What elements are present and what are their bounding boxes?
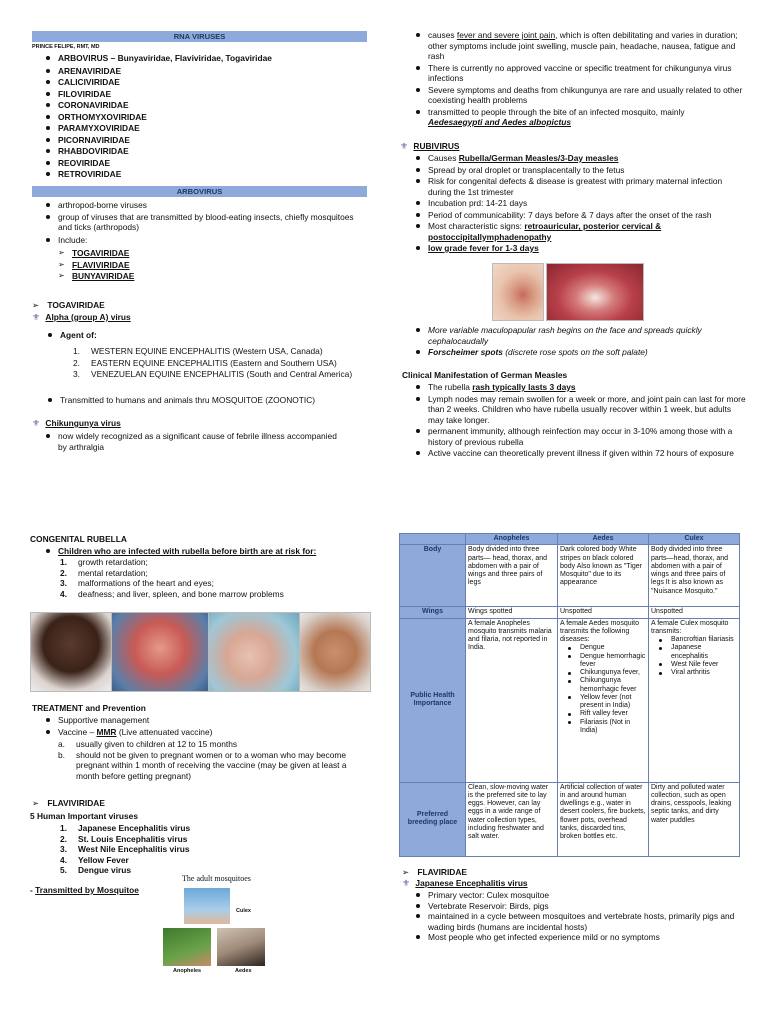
congenital-risk-list (60, 557, 360, 599)
item-text: VENEZUELAN EQUINE ENCEPHALITIS (South and Central America) (91, 369, 353, 379)
list-item: ➢ FLAVIVIRIDAE (58, 260, 258, 271)
item-text: Causes (428, 153, 459, 163)
rna-viruses-header: RNA VIRUSES (32, 31, 367, 42)
chikungunya-title: Chikungunya virus (45, 418, 121, 428)
togaviridae-title: TOGAVIRIDAE (47, 300, 105, 310)
arbovirus-list (42, 200, 362, 245)
table-cell: A female Anopheles mosquito transmits malaria and filaria, not reported in India. (466, 618, 558, 782)
list-item (412, 30, 747, 62)
flaviviridae-heading (32, 798, 105, 809)
list-item: Children who are infected with rubella before birth are at risk for: (42, 546, 372, 557)
item-number: 2. (60, 833, 67, 844)
list-item: Viral arthritis (651, 669, 737, 677)
infant-photo-1 (30, 612, 112, 692)
table-cell: Body divided into three parts—head, thorax, and abdomen with a pair of wings and three pairs of legs It is also known as "Nuisance Mosquito." (649, 545, 740, 607)
row-label: Public Health Importance (400, 618, 466, 782)
dash-text: - (30, 885, 36, 895)
list-item (60, 844, 310, 855)
item-text: Yellow Fever (78, 854, 129, 865)
congenital-rubella-title: CONGENITAL RUBELLA (30, 534, 127, 544)
list-item: Severe symptoms and deaths from chikungunya are rare and usually related to other coexisting health problems (412, 85, 747, 106)
item-emphasis: MMR (96, 726, 117, 737)
item-emphasis: rash typically lasts 3 days (472, 382, 576, 392)
infant-photo-3 (208, 612, 300, 692)
list-item (60, 568, 360, 579)
list-item: ➢ BUNYAVIRIDAE (58, 271, 258, 282)
list-item: REOVIRIDAE (42, 158, 362, 169)
item-number: 4. (60, 588, 67, 599)
table-cell: Artificial collection of water in and around human dwellings e.g., water in desert coolers, fire buckets, flower pots, overhead tanks, discarded tins, broken bottles etc. (558, 782, 649, 856)
table-row (400, 618, 740, 782)
treatment-list (42, 715, 372, 737)
item-text: St. Louis Encephalitis virus (78, 833, 188, 844)
flaviridae-heading (402, 867, 467, 878)
list-item: More variable maculopapular rash begins on the face and spreads quickly cephalocaudally (412, 325, 747, 346)
chikungunya-list (42, 431, 342, 452)
rubella-face-photo (492, 263, 544, 321)
item-text: causes (428, 30, 457, 40)
culex-photo (184, 888, 230, 924)
table-cell (558, 618, 649, 782)
list-item: Incubation prd: 14-21 days (412, 198, 747, 209)
list-item: Chikungunya fever, (560, 669, 646, 677)
list-item: CORONAVIRIDAE (42, 100, 362, 111)
list-item: CALICIVIRIDAE (42, 77, 362, 88)
item-text: should not be given to pregnant women or to a woman who may become pregnant within 1 month of receiving the vaccine (may be given at least a month before getting pregnant) (76, 749, 347, 781)
list-item: ➢ TOGAVIRIDAE (58, 248, 258, 259)
soft-palate-photo (546, 263, 644, 321)
list-item: Supportive management (42, 715, 372, 726)
list-item: RHABDOVIRIDAE (42, 146, 362, 157)
list-item: ARENAVIRIDAE (42, 66, 362, 77)
item-text: mental retardation; (78, 567, 148, 578)
list-item: arthropod-borne viruses (42, 200, 362, 211)
list-item (60, 823, 310, 834)
mosquito-comparison-table (399, 533, 740, 857)
item-number: 2. (60, 567, 67, 578)
flaviridae-title: FLAVIRIDAE (417, 867, 467, 877)
list-item: RETROVIRIDAE (42, 169, 362, 180)
fleur-bullet-icon: ⚜ (32, 312, 41, 322)
row-label: Preferred breeding place (400, 782, 466, 856)
list-item: low grade fever for 1-3 days (412, 243, 747, 254)
fleur-bullet-icon: ⚜ (32, 418, 41, 428)
list-item: Period of communicability: 7 days before & 7 days after the onset of the rash (412, 210, 747, 221)
item-text: (Live attenuated vaccine) (116, 726, 213, 737)
rubivirus-title: RUBIVIRUS (413, 141, 460, 151)
table-header: Anopheles (466, 534, 558, 545)
item-emphasis: retroauricular, posterior cervical & postoccipitallymphadenopathy (428, 221, 662, 242)
table-cell: Dirty and polluted water collection, such as open drains, cesspools, leaking septic tanks, and dirty water puddles (649, 782, 740, 856)
item-letter: b. (58, 749, 65, 760)
item-text: Vaccine – (58, 726, 97, 737)
item-emphasis: fever and severe joint pain (456, 30, 556, 40)
table-cell: Unspotted (649, 607, 740, 618)
rubivirus-heading (400, 141, 459, 152)
list-item (412, 221, 747, 242)
author: PRINCE FELIPE, RMT, MD (32, 44, 100, 50)
table-cell (649, 618, 740, 782)
item-text: (discrete rose spots on the soft palate) (502, 347, 648, 357)
list-item: Active vaccine can theoretically prevent illness if given within 72 hours of exposure (412, 448, 747, 459)
list-item: Include: (42, 235, 362, 246)
culex-disease-list (651, 636, 737, 677)
item-text: usually given to children at 12 to 15 months (76, 739, 238, 749)
anopheles-photo (163, 928, 211, 966)
item-emphasis: Forscheimer spots (428, 347, 503, 357)
list-item: Japanese encephalitis (651, 644, 737, 661)
table-header: Culex (649, 534, 740, 545)
rash-list (412, 325, 747, 358)
anopheles-label: Anopheles (173, 968, 202, 974)
transmission-list (44, 395, 364, 406)
item-number: 1. (60, 823, 67, 833)
item-text: WESTERN EQUINE ENCEPHALITIS (Western USA, Canada) (91, 346, 323, 356)
clinical-list (412, 382, 747, 459)
list-item (412, 107, 747, 128)
item-number: 2. (73, 357, 80, 368)
rna-family-list (42, 53, 362, 180)
aedes-species: Aedesaegypti and Aedes albopictus (428, 117, 572, 127)
list-item (60, 557, 360, 568)
list-item: Filariasis (Not in India) (560, 719, 646, 736)
transmitted-text: Transmitted by Mosquitoe (35, 885, 139, 895)
list-item: maintained in a cycle between mosquitoes and vertebrate hosts, primarily pigs and wading birds (humans are incidental hosts) (412, 911, 747, 932)
aedes-label: Aedes (235, 968, 252, 974)
arbovirus-header: ARBOVIRUS (32, 186, 367, 197)
list-item (42, 727, 372, 738)
list-item: Dengue hemorrhagic fever (560, 653, 646, 670)
item-text: Most characteristic signs: (428, 221, 525, 231)
arrow-bullet-icon: ➢ (32, 300, 40, 310)
japanese-encephalitis-title: Japanese Encephalitis virus (415, 878, 528, 888)
list-item: Agent of: (44, 330, 97, 341)
aedes-disease-list (560, 644, 646, 735)
item-text: , which is often debilitating and varies in duration; other symptoms include joint swelling, muscle pain, headache, nausea, fatigue and rash (428, 30, 738, 61)
item-text: malformations of the heart and eyes; (78, 578, 214, 588)
transmitted-by-mosquito (30, 885, 139, 896)
item-text: The rubella (428, 382, 473, 392)
list-item: West Nile fever (651, 661, 737, 669)
agent-label-list (44, 330, 97, 341)
list-item (58, 750, 363, 782)
item-number: 4. (60, 854, 67, 865)
item-text: West Nile Encephalitis virus (78, 844, 190, 854)
row-label: Wings (400, 607, 466, 618)
arrow-bullet-icon: ➢ (32, 798, 40, 808)
list-item (412, 153, 747, 164)
list-item (412, 347, 747, 358)
chikungunya-heading (32, 418, 121, 429)
infant-photo-4 (299, 612, 371, 692)
item-emphasis: Rubella/German Measles/3-Day measles (458, 153, 619, 163)
list-item: Chikungunya hemorrhagic fever (560, 677, 646, 694)
fleur-bullet-icon: ⚜ (402, 878, 411, 888)
list-item: PARAMYXOVIRIDAE (42, 123, 362, 134)
five-viruses-title: 5 Human Important viruses (30, 811, 138, 821)
list-item: group of viruses that are transmitted by blood-eating insects, chiefly mosquitoes and ticks (arthropods) (42, 212, 362, 233)
list-item: Bancroftian filariasis (651, 636, 737, 644)
item-text: Dengue virus (78, 865, 132, 875)
list-item: now widely recognized as a significant cause of febrile illness accompanied by arthralgia (42, 431, 342, 452)
list-item (60, 834, 310, 845)
item-letter: a. (58, 739, 65, 749)
list-item (73, 358, 358, 369)
item-text: EASTERN EQUINE ENCEPHALITIS (Eastern and Southern USA) (91, 357, 337, 368)
table-cell: Unspotted (558, 607, 649, 618)
list-item (73, 346, 358, 357)
list-item: ORTHOMYXOVIRIDAE (42, 112, 362, 123)
list-item: PICORNAVIRIDAE (42, 135, 362, 146)
item-number: 3. (60, 578, 67, 588)
item-number: 3. (73, 369, 80, 379)
table-cell: Wings spotted (466, 607, 558, 618)
arbovirus-include-list (58, 248, 258, 282)
clinical-manifestation-title: Clinical Manifestation of German Measles (402, 370, 568, 380)
list-item: Vertebrate Reservoir: Birds, pigs (412, 901, 747, 912)
rubivirus-list (412, 153, 747, 254)
chikungunya-details-list (412, 30, 747, 128)
list-item: FILOVIRIDAE (42, 89, 362, 100)
table-cell: Dark colored body White stripes on black colored body Also known as "Tiger Mosquito" due to its appearance (558, 545, 649, 607)
list-item (60, 855, 310, 866)
list-item: ARBOVIRUS – Bunyaviridae, Flaviviridae, Togaviridae (42, 53, 362, 64)
list-item: Dengue (560, 644, 646, 652)
five-viruses-list (60, 823, 310, 876)
item-text: Japanese Encephalitis virus (78, 823, 191, 833)
table-row (400, 607, 740, 618)
list-item: Lymph nodes may remain swollen for a week or more, and joint pain can last for more than 2 weeks. Children who have rubella usually recover within 1 week, but adults may take longer. (412, 394, 747, 426)
alpha-virus-heading (32, 312, 131, 323)
treatment-title: TREATMENT and Prevention (32, 703, 146, 713)
infant-photo-2 (111, 612, 209, 692)
item-number: 5. (60, 865, 67, 875)
table-row (400, 782, 740, 856)
vaccine-sub-list (58, 739, 363, 781)
alpha-virus-title: Alpha (group A) virus (45, 312, 131, 322)
list-item (412, 382, 747, 393)
table-header: Aedes (558, 534, 649, 545)
list-item: Yellow fever (not present in India) (560, 694, 646, 711)
list-item: Transmitted to humans and animals thru MOSQUITOE (ZOONOTIC) (44, 395, 364, 406)
flaviviridae-title: FLAVIVIRIDAE (47, 798, 105, 808)
table-header (400, 534, 466, 545)
mosquito-caption: The adult mosquitoes (182, 874, 251, 883)
list-item (73, 369, 358, 380)
list-item: Spread by oral droplet or transplacentally to the fetus (412, 165, 747, 176)
cell-lead: A female Culex mosquito transmits: (651, 619, 729, 635)
list-item: Primary vector: Culex mosquitoe (412, 890, 747, 901)
table-cell: Clean, slow-moving water is the preferred site to lay eggs. However, can lay eggs in a wide range of water collection types, including freshwater and salt water. (466, 782, 558, 856)
japanese-encephalitis-heading (402, 878, 528, 889)
list-item: Risk for congenital defects & disease is greatest with primary maternal infection during the 1st trimester (412, 176, 747, 197)
togaviridae-heading (32, 300, 105, 311)
item-text: growth retardation; (78, 557, 148, 567)
item-text: deafness; and liver, spleen, and bone marrow problems (78, 588, 284, 599)
aedes-photo (217, 928, 265, 966)
list-item: Rift valley fever (560, 710, 646, 718)
list-item (60, 578, 360, 589)
culex-label: Culex (236, 908, 251, 914)
fleur-bullet-icon: ⚜ (400, 141, 409, 151)
cell-lead: A female Aedes mosquito transmits the following diseases: (560, 619, 639, 643)
row-label: Body (400, 545, 466, 607)
agent-list (73, 346, 358, 380)
list-item (58, 739, 363, 750)
item-number: 1. (73, 346, 80, 356)
table-header-row (400, 534, 740, 545)
list-item (60, 589, 360, 600)
arrow-bullet-icon: ➢ (402, 867, 410, 877)
item-number: 1. (60, 557, 67, 567)
list-item: Most people who get infected experience mild or no symptoms (412, 932, 747, 943)
item-number: 3. (60, 844, 67, 854)
list-item: There is currently no approved vaccine or specific treatment for chikungunya virus infections (412, 63, 747, 84)
item-text: transmitted to people through the bite of an infected mosquito, mainly (428, 106, 685, 117)
congenital-lead-list (42, 546, 372, 557)
table-cell: Body divided into three parts— head, thorax, and abdomen with a pair of wings and three pairs of legs (466, 545, 558, 607)
table-row (400, 545, 740, 607)
japanese-encephalitis-list (412, 890, 747, 943)
list-item: permanent immunity, although reinfection may occur in 3-10% among those with a history of previous rubella (412, 426, 747, 447)
